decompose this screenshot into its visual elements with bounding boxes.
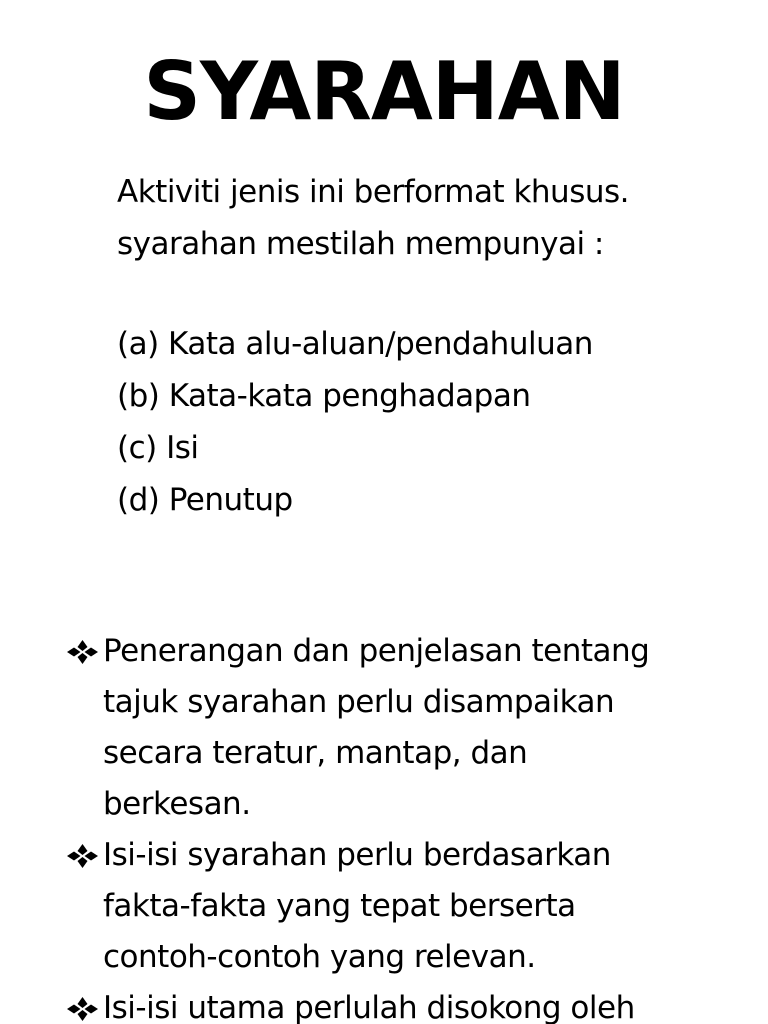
list-item: (d) Penutup [117,482,293,518]
intro-line: syarahan mestilah mempunyai : [117,226,604,262]
diamond-four-petal-icon [66,983,102,1024]
diamond-four-petal-icon [66,830,102,881]
bullet-line: secara teratur, mantap, dan [103,735,528,771]
bullet-line: Isi-isi syarahan perlu berdasarkan [103,837,611,873]
list-item: (b) Kata-kata penghadapan [117,378,531,414]
bullet-item [66,626,756,830]
intro-paragraph [117,166,629,270]
bullet-line: Isi-isi utama perlulah disokong oleh [103,990,635,1024]
diamond-four-petal-icon [66,626,102,677]
speech-structure-list [117,318,593,526]
bullet-line: fakta-fakta yang tepat berserta [103,888,576,924]
bullet-list [66,626,756,1024]
bullet-item [66,983,756,1024]
bullet-line: tajuk syarahan perlu disampaikan [103,684,615,720]
list-item: (c) Isi [117,430,199,466]
bullet-line: Penerangan dan penjelasan tentang [103,633,650,669]
bullet-item [66,830,756,983]
list-item: (a) Kata alu-aluan/pendahuluan [117,326,593,362]
slide-title: SYARAHAN [143,45,625,138]
bullet-line: berkesan. [103,786,251,822]
bullet-line: contoh-contoh yang relevan. [103,939,536,975]
intro-line: Aktiviti jenis ini berformat khusus. [117,174,630,210]
